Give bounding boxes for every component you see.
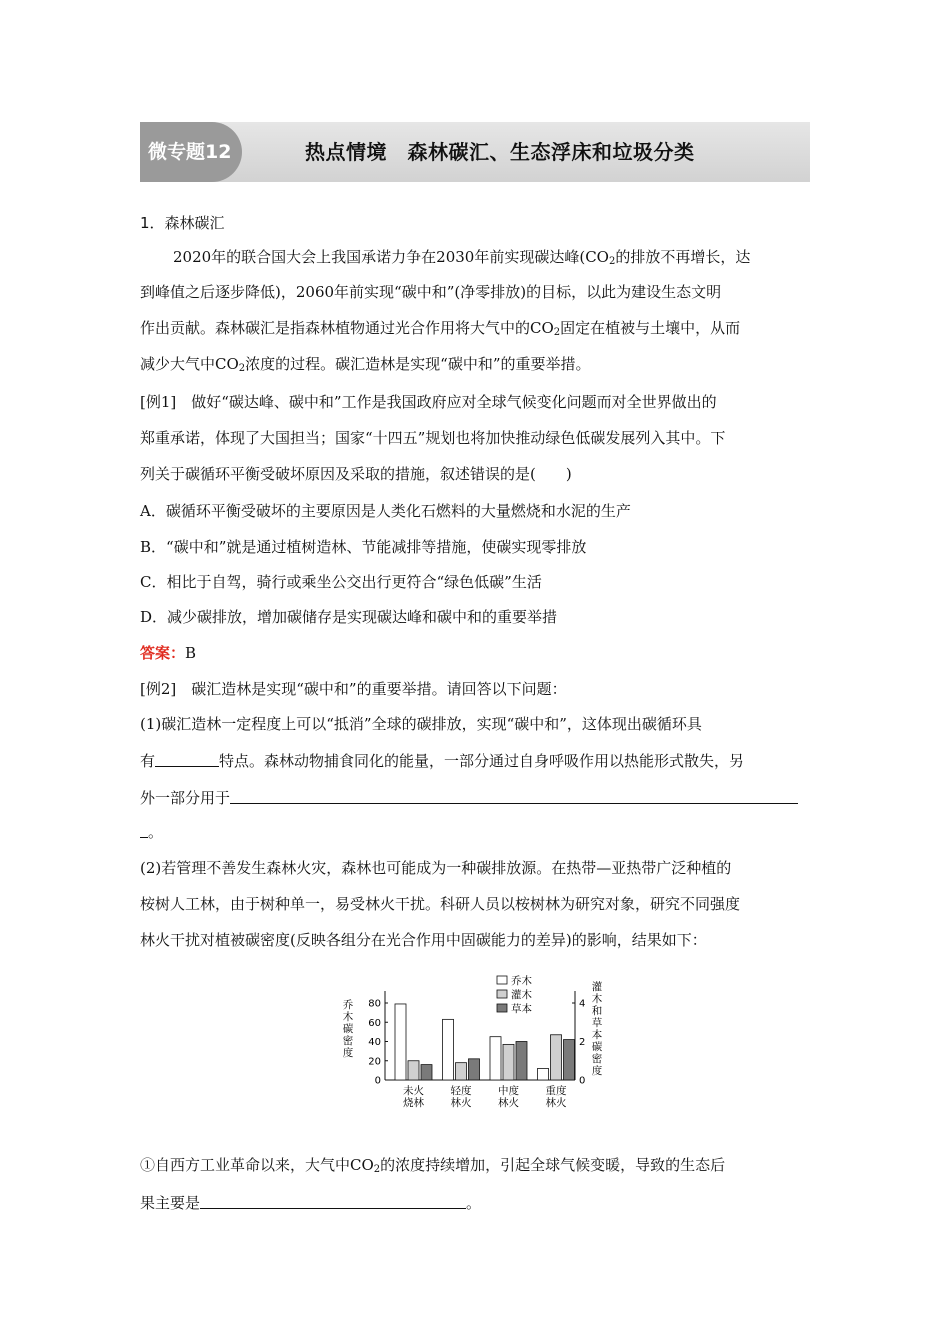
x-tick-label: 未火 — [403, 1085, 424, 1097]
sub1-line-1: ①自西方工业革命以来，大气中$CO_2$的浓度持续增加，引起全球气候变暖，导致的生态后 — [140, 1156, 726, 1175]
y-left-label-char: 密 — [342, 1035, 354, 1047]
y-left-label-char: 乔 — [342, 999, 354, 1011]
intro-line-3: 作出贡献。森林碳汇是指森林植物通过光合作用将大气中的$CO_2$固定在植被与土壤中，从而 — [140, 319, 741, 338]
answer-blank[interactable] — [155, 752, 219, 767]
bar-灌木 — [503, 1044, 514, 1080]
section-heading: 1．森林碳汇 — [140, 214, 225, 232]
q1-line-1: (1)碳汇造林一定程度上可以“抵消”全球的碳排放，实现“碳中和”，这体现出碳循环具 — [140, 715, 702, 733]
example1-line-3: 列关于碳循环平衡受破坏原因及采取的措施，叙述错误的是( ) — [140, 465, 572, 483]
bar-草本 — [516, 1042, 527, 1081]
bars — [395, 1004, 575, 1109]
example2-line-0: [例2] 碳汇造林是实现“碳中和”的重要举措。请回答以下问题： — [140, 680, 567, 698]
y-right-label-char: 本 — [591, 1029, 603, 1041]
option-c: C．相比于自驾，骑行或乘坐公交出行更符合“绿色低碳”生活 — [140, 573, 542, 591]
bar-草本 — [421, 1065, 432, 1080]
intro-line-4: 减少大气中$CO_2$浓度的过程。碳汇造林是实现“碳中和”的重要举措。 — [140, 355, 591, 374]
y-left-tick-label: 60 — [368, 1017, 381, 1029]
y-left-label — [343, 999, 354, 1059]
legend-label: 草本 — [511, 1003, 532, 1015]
topic-tag: 微专题12 — [140, 122, 242, 182]
answer-blank[interactable] — [230, 789, 798, 804]
bar-乔木 — [490, 1037, 501, 1080]
legend-label: 灌木 — [511, 989, 532, 1001]
y-right-label-char: 灌 — [591, 981, 603, 993]
x-tick-label: 林火 — [498, 1097, 519, 1109]
y-right-label-char: 和 — [591, 1005, 603, 1017]
q1-line-2: 有 特点。森林动物捕食同化的能量，一部分通过自身呼吸作用以热能形式散失，另 — [140, 752, 745, 770]
intro-line-1: 2020年的联合国大会上我国承诺力争在2030年前实现碳达峰($CO_2$的排放不再增长，达 — [173, 248, 751, 267]
q2-line-3: 林火干扰对植被碳密度(反映各组分在光合作用中固碳能力的差异)的影响，结果如下： — [140, 931, 707, 949]
legend-swatch — [497, 976, 507, 984]
q1-line-4: 。 — [140, 823, 812, 841]
y-left-label-char: 木 — [342, 1011, 354, 1023]
y-right-label-char: 密 — [591, 1053, 603, 1065]
y-right-label — [592, 980, 603, 1077]
y-right-tick-label: 2 — [579, 1037, 586, 1048]
bar-草本 — [564, 1040, 575, 1080]
x-tick-label: 烧林 — [403, 1097, 424, 1109]
y-left-label-char: 度 — [342, 1047, 354, 1059]
x-tick-label: 重度 — [545, 1085, 567, 1097]
y-right-label-char: 度 — [591, 1065, 603, 1077]
y-left-tick-label: 20 — [368, 1056, 381, 1068]
x-tick-label: 中度 — [498, 1085, 519, 1097]
y-right-tick-label: 4 — [579, 998, 586, 1010]
y-right-label-char: 草 — [591, 1017, 603, 1029]
x-tick-label: 轻度 — [450, 1085, 472, 1097]
bar-乔木 — [443, 1019, 454, 1080]
carbon-density-chart — [335, 970, 615, 1120]
y-right-tick-label: 0 — [579, 1075, 586, 1087]
q2-line-1: (2)若管理不善发生森林火灾，森林也可能成为一种碳排放源。在热带—亚热带广泛种植的 — [140, 859, 732, 877]
q1-line-3: 外一部分用于 — [140, 789, 812, 807]
answer-blank[interactable] — [200, 1194, 466, 1209]
sub1-line-2: 果主要是 。 — [140, 1194, 482, 1212]
y-right-label-char: 碳 — [591, 1041, 603, 1053]
example1-line-2: 郑重承诺，体现了大国担当；国家“十四五”规划也将加快推动绿色低碳发展列入其中。下 — [140, 429, 726, 447]
intro-line-2: 到峰值之后逐步降低)，2060年前实现“碳中和”(净零排放)的目标，以此为建设生态文明 — [140, 283, 722, 301]
legend-swatch — [497, 990, 507, 998]
answer: 答案：B — [140, 644, 197, 662]
option-b: B．“碳中和”就是通过植树造林、节能减排等措施，使碳实现零排放 — [140, 538, 587, 556]
y-left-tick-label: 40 — [368, 1037, 381, 1048]
y-right-label-char: 木 — [591, 993, 603, 1005]
option-a: A．碳循环平衡受破坏的主要原因是人类化石燃料的大量燃烧和水泥的生产 — [140, 502, 631, 520]
option-d: D．减少碳排放，增加碳储存是实现碳达峰和碳中和的重要举措 — [140, 608, 558, 626]
q2-line-2: 桉树人工林，由于树种单一，易受林火干扰。科研人员以桉树林为研究对象，研究不同强度 — [140, 895, 741, 913]
bar-灌木 — [408, 1061, 419, 1080]
page-title: 热点情境 森林碳汇、生态浮床和垃圾分类 — [305, 140, 695, 164]
bar-灌木 — [551, 1035, 562, 1080]
legend-swatch — [497, 1004, 507, 1012]
y-left-tick-label: 80 — [368, 998, 381, 1010]
bar-乔木 — [395, 1004, 406, 1080]
legend — [497, 974, 532, 1015]
y-left-tick-label: 0 — [374, 1075, 381, 1087]
bar-草本 — [469, 1059, 480, 1080]
x-tick-label: 林火 — [545, 1097, 567, 1109]
answer-blank[interactable] — [140, 823, 148, 838]
bar-乔木 — [538, 1068, 549, 1080]
x-tick-label: 林火 — [450, 1097, 472, 1109]
example1-line-1: [例1] 做好“碳达峰、碳中和”工作是我国政府应对全球气候变化问题而对全世界做出的 — [140, 393, 717, 411]
bar-灌木 — [456, 1063, 467, 1080]
legend-label: 乔木 — [511, 975, 532, 987]
y-left-label-char: 碳 — [342, 1023, 354, 1035]
